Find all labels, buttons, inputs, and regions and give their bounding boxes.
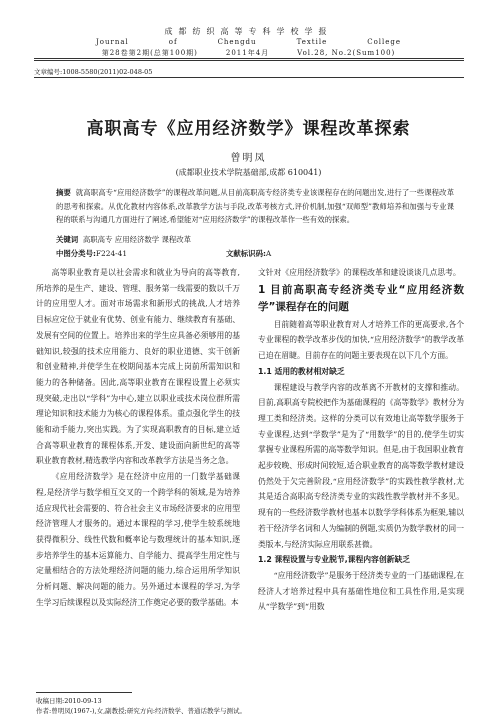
header-rule-thin [34,60,464,61]
body-left-column [36,265,240,610]
abstract-text: 就高职高专“应用经济数学”的课程改革问题,从目前高职高专经济类专业该课程存在的问题出发,进行了一些课程改革的思考和探索。从优化教材内容体系,改革教学方法与手段,改革考核方式,评价机制,加强“双师型”教师培养和加强与专业课程的联系与沟通几方面进行了阐述,希望能对“应用经济数学”的课程改革作一些有效的探索。 [56,188,454,225]
header-rule [34,58,464,59]
classification [56,248,454,259]
journal-name-en-word: College [367,38,402,46]
subsection-heading-1-1: 1.1 适用的教材相对缺乏 [258,366,345,376]
journal-name-cn: 成都纺织高等专科学校学报 [164,27,333,36]
issue-date: 2011年4月 [225,49,270,57]
abstract [56,186,454,227]
journal-name-en-word: Journal [95,38,129,46]
doc-code-value: A [265,249,272,258]
body-paragraph: “应用经济数学”是服务于经济类专业的一门基础课程,在经济人才培养过程中具有基础性地位和工具性作用,是实现从“学数学”到“用数 [258,570,464,612]
received-date: 收稿日期:2010-09-13 [36,697,102,705]
body-paragraph: 《应用经济数学》是在经济中应用的一门数学基础课程,是经济学与数学相互交叉的一个跨学科的领域,是为培养适应现代社会需要的、符合社会主义市场经济要求的应用型经济管理人才服务的。通过本课程的学习,使学生较系统地获得微积分、线性代数和概率论与数理统计的基本知识,逐步培养学生的基本运算能力、自学能力、提高学生用定性与定量相结合的方法处理经济问题的能力,综合运用所学知识分析问题、解决问题的能力。另外通过本课程的学习,为学生学习后续课程以及实际经济工作奠定必要的数学基础。本 [36,472,240,607]
body-paragraph: 目前随着高等职业教育对人才培养工作的更高要求,各个专业课程的教学改革步伐的加快,“应用经济数学”的教学改革已迫在眉睫。目前存在的问题主要表现在以下几个方面。 [258,319,464,361]
keywords-label: 关键词 [56,235,79,244]
clc-value: F224-41 [95,249,128,258]
issue-cn: 第28卷第2期(总第100期) [101,49,198,57]
paper-title: 高职高专《应用经济数学》课程改革探索 [86,119,411,139]
author-name: 曾明凤 [230,153,267,164]
doc-code-label: 文献标识码: [226,249,266,258]
doc-code [226,248,271,259]
journal-name-en-word: Textile [296,38,328,46]
footnote-rule [36,692,132,693]
clc-label: 中图分类号: [56,249,96,258]
body-paragraph-continued: 文针对《应用经济数学》的课程改革和建设谈谈几点思考。 [258,268,461,277]
journal-name-en-word: of [168,38,178,46]
body-paragraph: 课程建设与教学内容的改革离不开教材的支撑和推动。目前,高职高专院校把作为基础课程的《高等数学》教材分为理工类和经济类。这样的分类可以有效地让高等数学服务于专业课程,达到“学数学”是为了“用数学”的目的,使学生切实掌握专业课程所需的高等数学知识。但是,由于我国职业教育起步较晚、形成时间较短,适合职业教育的高等数学教材建设仍然处于欠完善阶段,“应用经济数学”的实践性教学教材,尤其是适合高职高专经济类专业的实践性教学教材并不多见。现有的一些经济数学教材也基本以数学学科体系为框架,辅以若干经济学名词和人为编制的例题,实质仍为数学教材的同一类版本,与经济实际应用联系甚微。 [258,382,464,549]
body-right-column [258,265,464,615]
keywords-text: 高职高专 应用经济数学 课程改革 [82,235,192,244]
abstract-label: 摘要 [56,188,71,197]
article-number: 文章编号:1008-5580(2011)02-048-05 [34,68,153,76]
journal-name-en-word: Chengdu [217,38,257,46]
issue-en: Vol.28, No.2(Sum100) [297,49,396,57]
body-paragraph: 高等职业教育是以社会需求和就业为导向的高等教育,所培养的是生产、建设、管理、服务第一线需要的数以千万计的应用型人才。面对市场需求和新形式的挑战,人才培养目标应定位于就业有优势、创业有能力、继续教育有基础、发展有空间的位置上。培养出来的学生应具备必须够用的基础知识,较强的技术应用能力、良好的职业道德、实干创新和创业精神,并使学生在校期间基本完成上岗前所需知识和能力的各种储备。因此,高等职业教育在课程设置上必须实现突破,走出以“学科”为中心,建立以职业或技术岗位群所需理论知识和技术能力为核心的课程体系。重点强化学生的技能和动手能力,突出实践。为了实现高职教育的目标,建立适合高等职业教育的课程体系,开发、建设面向新世纪的高等职业教育教材,精选教学内容和改革教学方法是当务之急。 [36,268,240,466]
author-affiliation: (成都职业技术学院基础部,成都 610041) [175,168,322,177]
keywords [56,234,454,245]
subsection-heading-1-2: 1.2 课程设置与专业脱节,课程内容创新缺乏 [258,555,411,565]
author-bio: 作者:曾明凤(1967-),女,副教授;研究方向:经济数学、普通话教学与测试。 [36,707,247,715]
journal-name-en [0,38,497,46]
section-heading-1: 1 目前高职高专经济类专业“应用经济数学”课程存在的问题 [258,283,464,313]
doc-number-rule [34,77,464,78]
journal-issue [0,48,497,58]
